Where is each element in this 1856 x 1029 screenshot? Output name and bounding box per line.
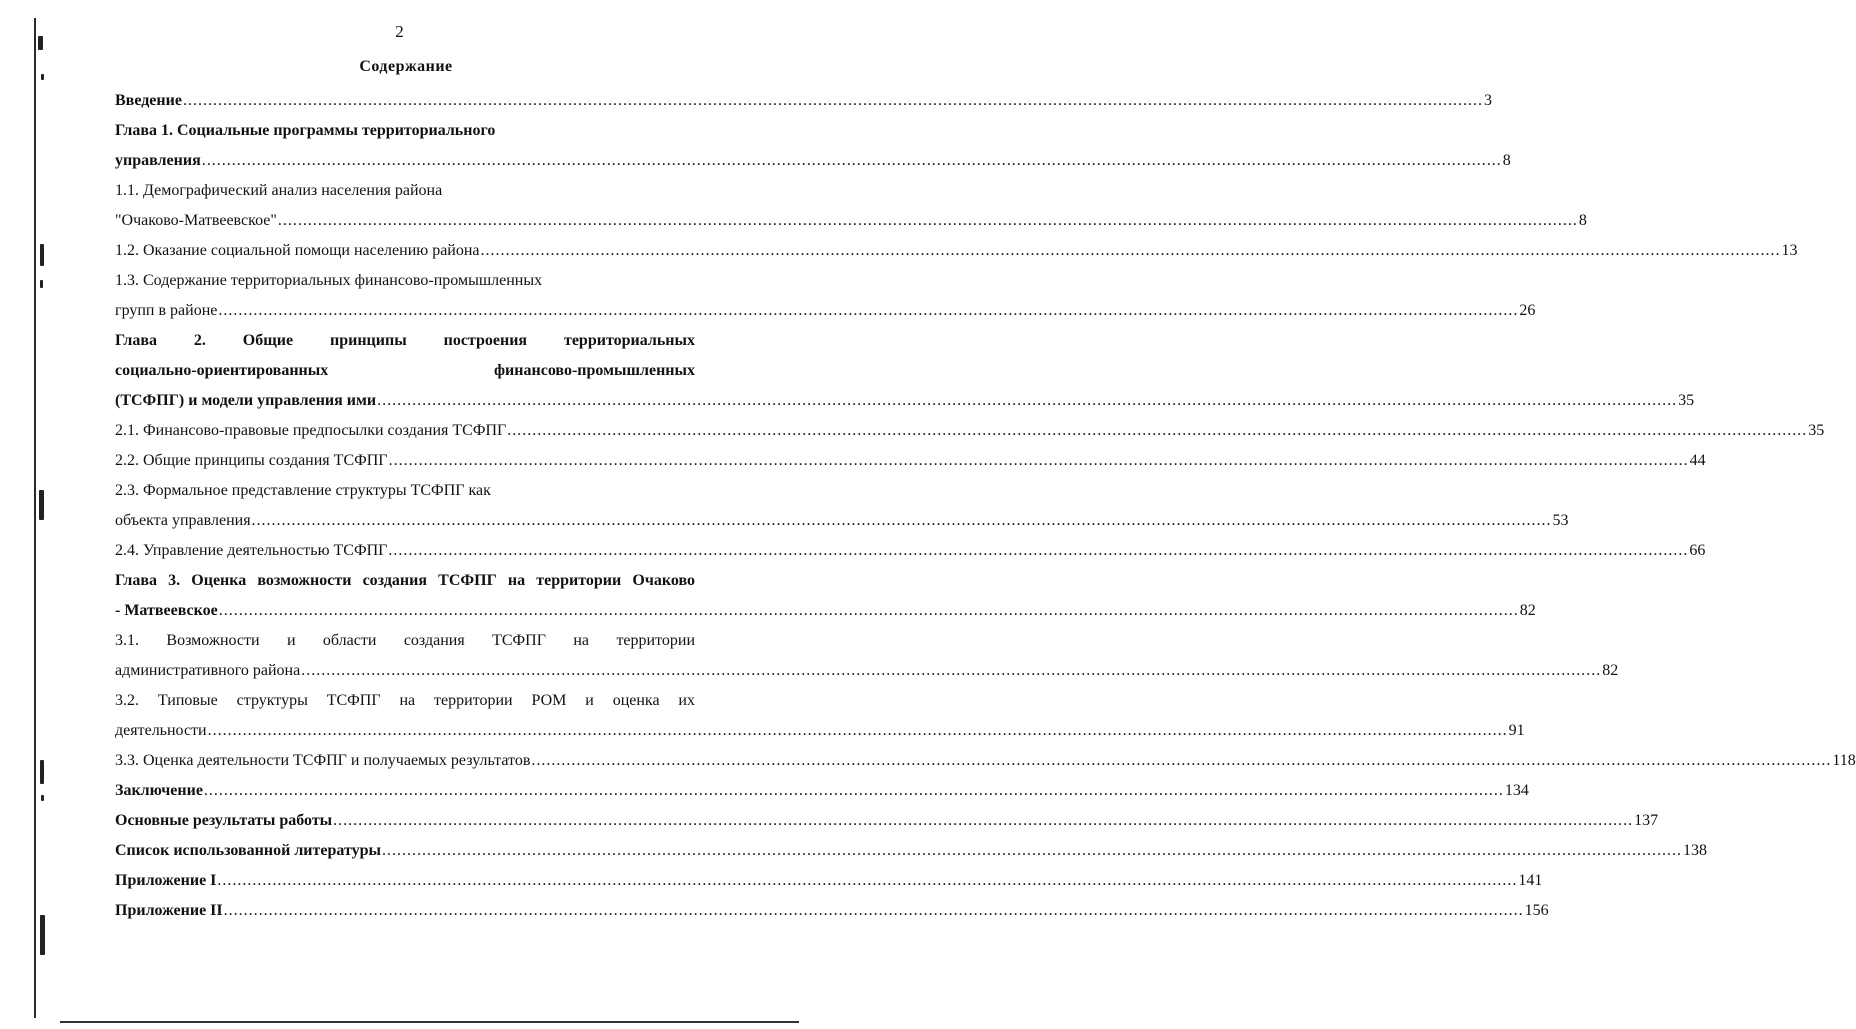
scan-speck <box>40 915 45 955</box>
toc-page-number: 91 <box>1508 722 1525 739</box>
scan-speck <box>41 795 44 801</box>
toc-line: социально-ориентированных финансово-промышленных <box>115 362 695 379</box>
toc-page-number: 138 <box>1683 842 1707 859</box>
toc-line: 2.3. Формальное представление структуры ТСФПГ как <box>115 482 491 499</box>
toc-line <box>115 206 1587 236</box>
toc-page-number: 13 <box>1781 242 1798 259</box>
dot-leader: .................................................................................................................................................................................................................................................................... <box>531 752 1832 769</box>
dot-leader: .................................................................................................................................................................................................................................................................... <box>333 812 1634 829</box>
toc-line: 3.1. Возможности и области создания ТСФПГ на территории <box>115 632 695 649</box>
toc-page-number: 44 <box>1689 452 1706 469</box>
toc-line <box>115 536 1706 566</box>
toc-line <box>115 296 1536 326</box>
toc-line: Глава 3. Оценка возможности создания ТСФПГ на территории Очаково <box>115 572 695 589</box>
toc-page-number: 82 <box>1519 602 1536 619</box>
scan-speck <box>40 760 44 784</box>
toc-entry-text: 1.2. Оказание социальной помощи населению района <box>115 242 480 259</box>
toc-page-number: 53 <box>1552 512 1569 529</box>
toc-line <box>115 776 1529 806</box>
scan-bottom-border <box>60 1021 799 1023</box>
toc-entry-text: - Матвеевское <box>115 602 218 619</box>
toc-page-number: 118 <box>1832 752 1856 769</box>
toc-page-number: 66 <box>1689 542 1706 559</box>
toc-entry-text: 2.4. Управление деятельностью ТСФПГ <box>115 542 388 559</box>
dot-leader: .................................................................................................................................................................................................................................................................... <box>182 92 1483 109</box>
toc-line: 1.3. Содержание территориальных финансово-промышленных <box>115 272 543 289</box>
toc-line <box>115 146 1511 176</box>
dot-leader: .................................................................................................................................................................................................................................................................... <box>507 422 1808 439</box>
toc-line <box>115 236 1798 266</box>
dot-leader: .................................................................................................................................................................................................................................................................... <box>277 212 1578 229</box>
toc-page-number: 156 <box>1524 902 1549 919</box>
toc-line <box>115 386 1695 416</box>
toc-entry-text: Приложение II <box>115 902 223 919</box>
toc-line: 3.2. Типовые структуры ТСФПГ на территории РОМ и оценка их <box>115 692 695 709</box>
toc-line: Глава 1. Социальные программы территориального <box>115 122 496 139</box>
toc-entry-text: объекта управления <box>115 512 251 529</box>
toc-line: Глава 2. Общие принципы построения территориальных <box>115 332 695 349</box>
scan-speck <box>40 280 43 288</box>
toc-line <box>115 416 1825 446</box>
toc-line <box>115 716 1525 746</box>
dot-leader: .................................................................................................................................................................................................................................................................... <box>218 602 1519 619</box>
dot-leader: .................................................................................................................................................................................................................................................................... <box>218 302 1519 319</box>
toc-page-number: 35 <box>1808 422 1825 439</box>
toc-line <box>115 446 1706 476</box>
toc-page-number: 8 <box>1502 152 1511 169</box>
toc-page-number: 8 <box>1578 212 1587 229</box>
dot-leader: .................................................................................................................................................................................................................................................................... <box>251 512 1552 529</box>
toc-entry-text: 2.2. Общие принципы создания ТСФПГ <box>115 452 388 469</box>
toc-entry-text: 3.3. Оценка деятельности ТСФПГ и получаемых результатов <box>115 752 531 769</box>
scan-speck <box>40 244 44 266</box>
toc-page-number: 35 <box>1678 392 1695 409</box>
toc-line <box>115 746 1856 776</box>
page-title: Содержание <box>359 58 453 75</box>
scan-left-border <box>34 18 36 1018</box>
toc-entry-text: Список использованной литературы <box>115 842 381 859</box>
toc-page-number: 134 <box>1504 782 1529 799</box>
dot-leader: .................................................................................................................................................................................................................................................................... <box>301 662 1602 679</box>
dot-leader: .................................................................................................................................................................................................................................................................... <box>388 542 1689 559</box>
dot-leader: .................................................................................................................................................................................................................................................................... <box>203 782 1504 799</box>
toc-entry-text: 2.1. Финансово-правовые предпосылки создания ТСФПГ <box>115 422 507 439</box>
toc-line <box>115 866 1543 896</box>
toc-page-number: 137 <box>1634 812 1659 829</box>
toc-line <box>115 836 1707 866</box>
toc-entry-text: "Очаково-Матвеевское" <box>115 212 277 229</box>
toc-line <box>115 596 1536 626</box>
toc-line <box>115 656 1619 686</box>
toc-entry-text: Заключение <box>115 782 203 799</box>
dot-leader: .................................................................................................................................................................................................................................................................... <box>217 872 1518 889</box>
toc-entry-text: Приложение I <box>115 872 217 889</box>
toc-page-number: 141 <box>1518 872 1543 889</box>
toc-page-number: 3 <box>1483 92 1492 109</box>
toc-entry-text: Введение <box>115 92 182 109</box>
toc-entry-text: управления <box>115 152 201 169</box>
toc-entry-text: Основные результаты работы <box>115 812 333 829</box>
toc-line <box>115 896 1549 926</box>
toc-entry-text: деятельности <box>115 722 207 739</box>
toc-line <box>115 806 1659 836</box>
dot-leader: .................................................................................................................................................................................................................................................................... <box>480 242 1781 259</box>
toc-line <box>115 86 1492 116</box>
toc-entry-text: административного района <box>115 662 301 679</box>
dot-leader: .................................................................................................................................................................................................................................................................... <box>201 152 1502 169</box>
toc-entry-text: (ТСФПГ) и модели управления ими <box>115 392 377 409</box>
toc-page-number: 26 <box>1519 302 1536 319</box>
toc-page-number: 82 <box>1602 662 1619 679</box>
page-number: 2 <box>395 22 404 41</box>
table-of-contents <box>115 86 1856 926</box>
toc-line <box>115 506 1569 536</box>
dot-leader: .................................................................................................................................................................................................................................................................... <box>382 842 1682 859</box>
dot-leader: .................................................................................................................................................................................................................................................................... <box>223 902 1524 919</box>
scan-speck <box>39 490 44 520</box>
toc-line: 1.1. Демографический анализ населения района <box>115 182 443 199</box>
dot-leader: .................................................................................................................................................................................................................................................................... <box>377 392 1678 409</box>
dot-leader: .................................................................................................................................................................................................................................................................... <box>388 452 1689 469</box>
toc-entry-text: групп в районе <box>115 302 218 319</box>
dot-leader: .................................................................................................................................................................................................................................................................... <box>207 722 1508 739</box>
